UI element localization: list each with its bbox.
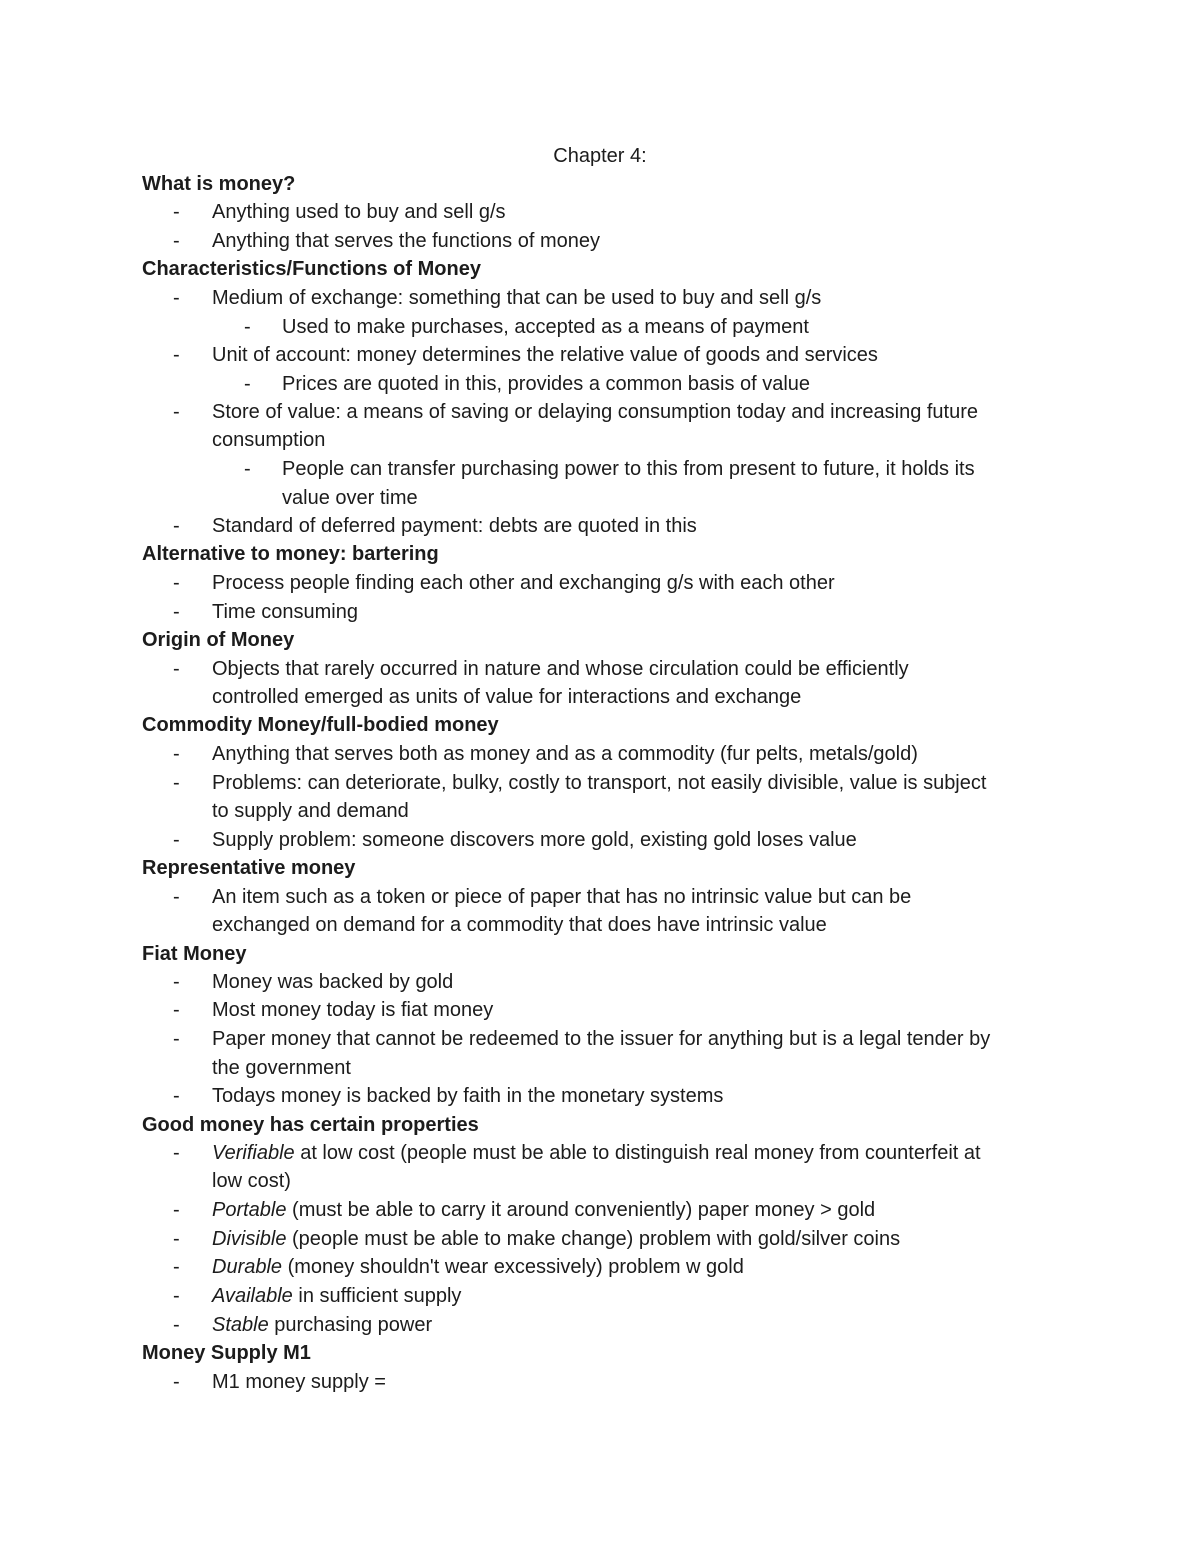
bullet-dash: - xyxy=(173,572,180,594)
sub-bullet-item: People can transfer purchasing power to this from present to future, it holds its xyxy=(282,458,975,480)
bullet-dash: - xyxy=(173,1085,180,1107)
sub-bullet-item: Prices are quoted in this, provides a common basis of value xyxy=(282,373,811,395)
bullet-item: Most money today is fiat money xyxy=(212,999,494,1021)
property-term: Stable xyxy=(212,1314,269,1336)
bullet-item-continuation: consumption xyxy=(212,429,326,451)
bullet-item: Anything that serves the functions of money xyxy=(212,230,600,252)
property-description: (must be able to carry it around conveniently) paper money > gold xyxy=(286,1199,876,1221)
section-heading: Alternative to money: bartering xyxy=(142,543,439,565)
bullet-item: Objects that rarely occurred in nature and whose circulation could be efficiently xyxy=(212,658,909,680)
bullet-dash: - xyxy=(173,1199,180,1221)
bullet-item xyxy=(212,1226,900,1252)
bullet-item: Anything used to buy and sell g/s xyxy=(212,201,506,223)
section-heading: Representative money xyxy=(142,857,356,879)
bullet-dash: - xyxy=(173,515,180,537)
bullet-dash: - xyxy=(173,1285,180,1307)
bullet-item: Time consuming xyxy=(212,601,358,623)
bullet-item: Money was backed by gold xyxy=(212,971,454,993)
property-description: in sufficient supply xyxy=(292,1285,462,1307)
bullet-item xyxy=(212,1197,875,1223)
bullet-item-continuation: the government xyxy=(212,1057,351,1079)
bullet-dash: - xyxy=(173,1256,180,1278)
bullet-item: Anything that serves both as money and as a commodity (fur pelts, metals/gold) xyxy=(212,743,918,765)
section-heading: Money Supply M1 xyxy=(142,1342,311,1364)
bullet-dash: - xyxy=(173,230,180,252)
property-description: (money shouldn't wear excessively) problem w gold xyxy=(282,1256,744,1278)
bullet-item: Paper money that cannot be redeemed to the issuer for anything but is a legal tender by xyxy=(212,1028,991,1050)
bullet-item: Unit of account: money determines the relative value of goods and services xyxy=(212,344,878,366)
bullet-dash: - xyxy=(173,601,180,623)
section-heading: Good money has certain properties xyxy=(142,1114,479,1136)
bullet-dash: - xyxy=(173,1142,180,1164)
bullet-item: Process people finding each other and exchanging g/s with each other xyxy=(212,572,835,594)
bullet-dash: - xyxy=(173,772,180,794)
bullet-dash: - xyxy=(173,201,180,223)
bullet-item: An item such as a token or piece of paper that has no intrinsic value but can be xyxy=(212,886,912,908)
section-heading: Commodity Money/full-bodied money xyxy=(142,714,499,736)
bullet-item: M1 money supply = xyxy=(212,1371,386,1393)
bullet-dash: - xyxy=(173,344,180,366)
bullet-dash: - xyxy=(173,829,180,851)
sub-bullet-item-continuation: value over time xyxy=(282,487,418,509)
section-heading: Origin of Money xyxy=(142,629,295,651)
bullet-item-continuation: exchanged on demand for a commodity that does have intrinsic value xyxy=(212,914,827,936)
property-term: Durable xyxy=(212,1256,283,1278)
bullet-dash: - xyxy=(173,401,180,423)
bullet-item xyxy=(212,1283,461,1309)
property-description: at low cost (people must be able to distinguish real money from counterfeit at xyxy=(294,1142,981,1164)
bullet-item xyxy=(212,1254,744,1280)
bullet-item: Store of value: a means of saving or delaying consumption today and increasing future xyxy=(212,401,979,423)
bullet-item-continuation: to supply and demand xyxy=(212,800,409,822)
bullet-item: Todays money is backed by faith in the monetary systems xyxy=(212,1085,724,1107)
bullet-dash: - xyxy=(173,1028,180,1050)
bullet-item-continuation: low cost) xyxy=(212,1170,291,1192)
property-description: (people must be able to make change) problem with gold/silver coins xyxy=(286,1228,901,1250)
sub-bullet-item: Used to make purchases, accepted as a means of payment xyxy=(282,316,809,338)
bullet-item xyxy=(212,1312,432,1338)
bullet-item: Problems: can deteriorate, bulky, costly to transport, not easily divisible, value is subject xyxy=(212,772,987,794)
property-term: Divisible xyxy=(212,1228,287,1250)
property-term: Verifiable xyxy=(212,1142,295,1164)
property-description: purchasing power xyxy=(268,1314,433,1336)
bullet-dash: - xyxy=(244,316,251,338)
bullet-dash: - xyxy=(244,458,251,480)
bullet-dash: - xyxy=(173,999,180,1021)
section-heading: Fiat Money xyxy=(142,943,247,965)
bullet-item xyxy=(212,1140,981,1166)
bullet-item: Standard of deferred payment: debts are quoted in this xyxy=(212,515,697,537)
bullet-dash: - xyxy=(173,1314,180,1336)
bullet-dash: - xyxy=(173,971,180,993)
bullet-dash: - xyxy=(173,658,180,680)
bullet-dash: - xyxy=(173,743,180,765)
bullet-dash: - xyxy=(173,287,180,309)
bullet-item: Supply problem: someone discovers more gold, existing gold loses value xyxy=(212,829,857,851)
property-term: Portable xyxy=(212,1199,287,1221)
bullet-item-continuation: controlled emerged as units of value for interactions and exchange xyxy=(212,686,802,708)
bullet-dash: - xyxy=(173,886,180,908)
bullet-dash: - xyxy=(173,1228,180,1250)
bullet-dash: - xyxy=(244,373,251,395)
bullet-item: Medium of exchange: something that can be used to buy and sell g/s xyxy=(212,287,822,309)
section-heading: What is money? xyxy=(142,173,296,195)
section-heading: Characteristics/Functions of Money xyxy=(142,258,481,280)
bullet-dash: - xyxy=(173,1371,180,1393)
property-term: Available xyxy=(212,1285,293,1307)
page-title: Chapter 4: xyxy=(553,145,647,167)
